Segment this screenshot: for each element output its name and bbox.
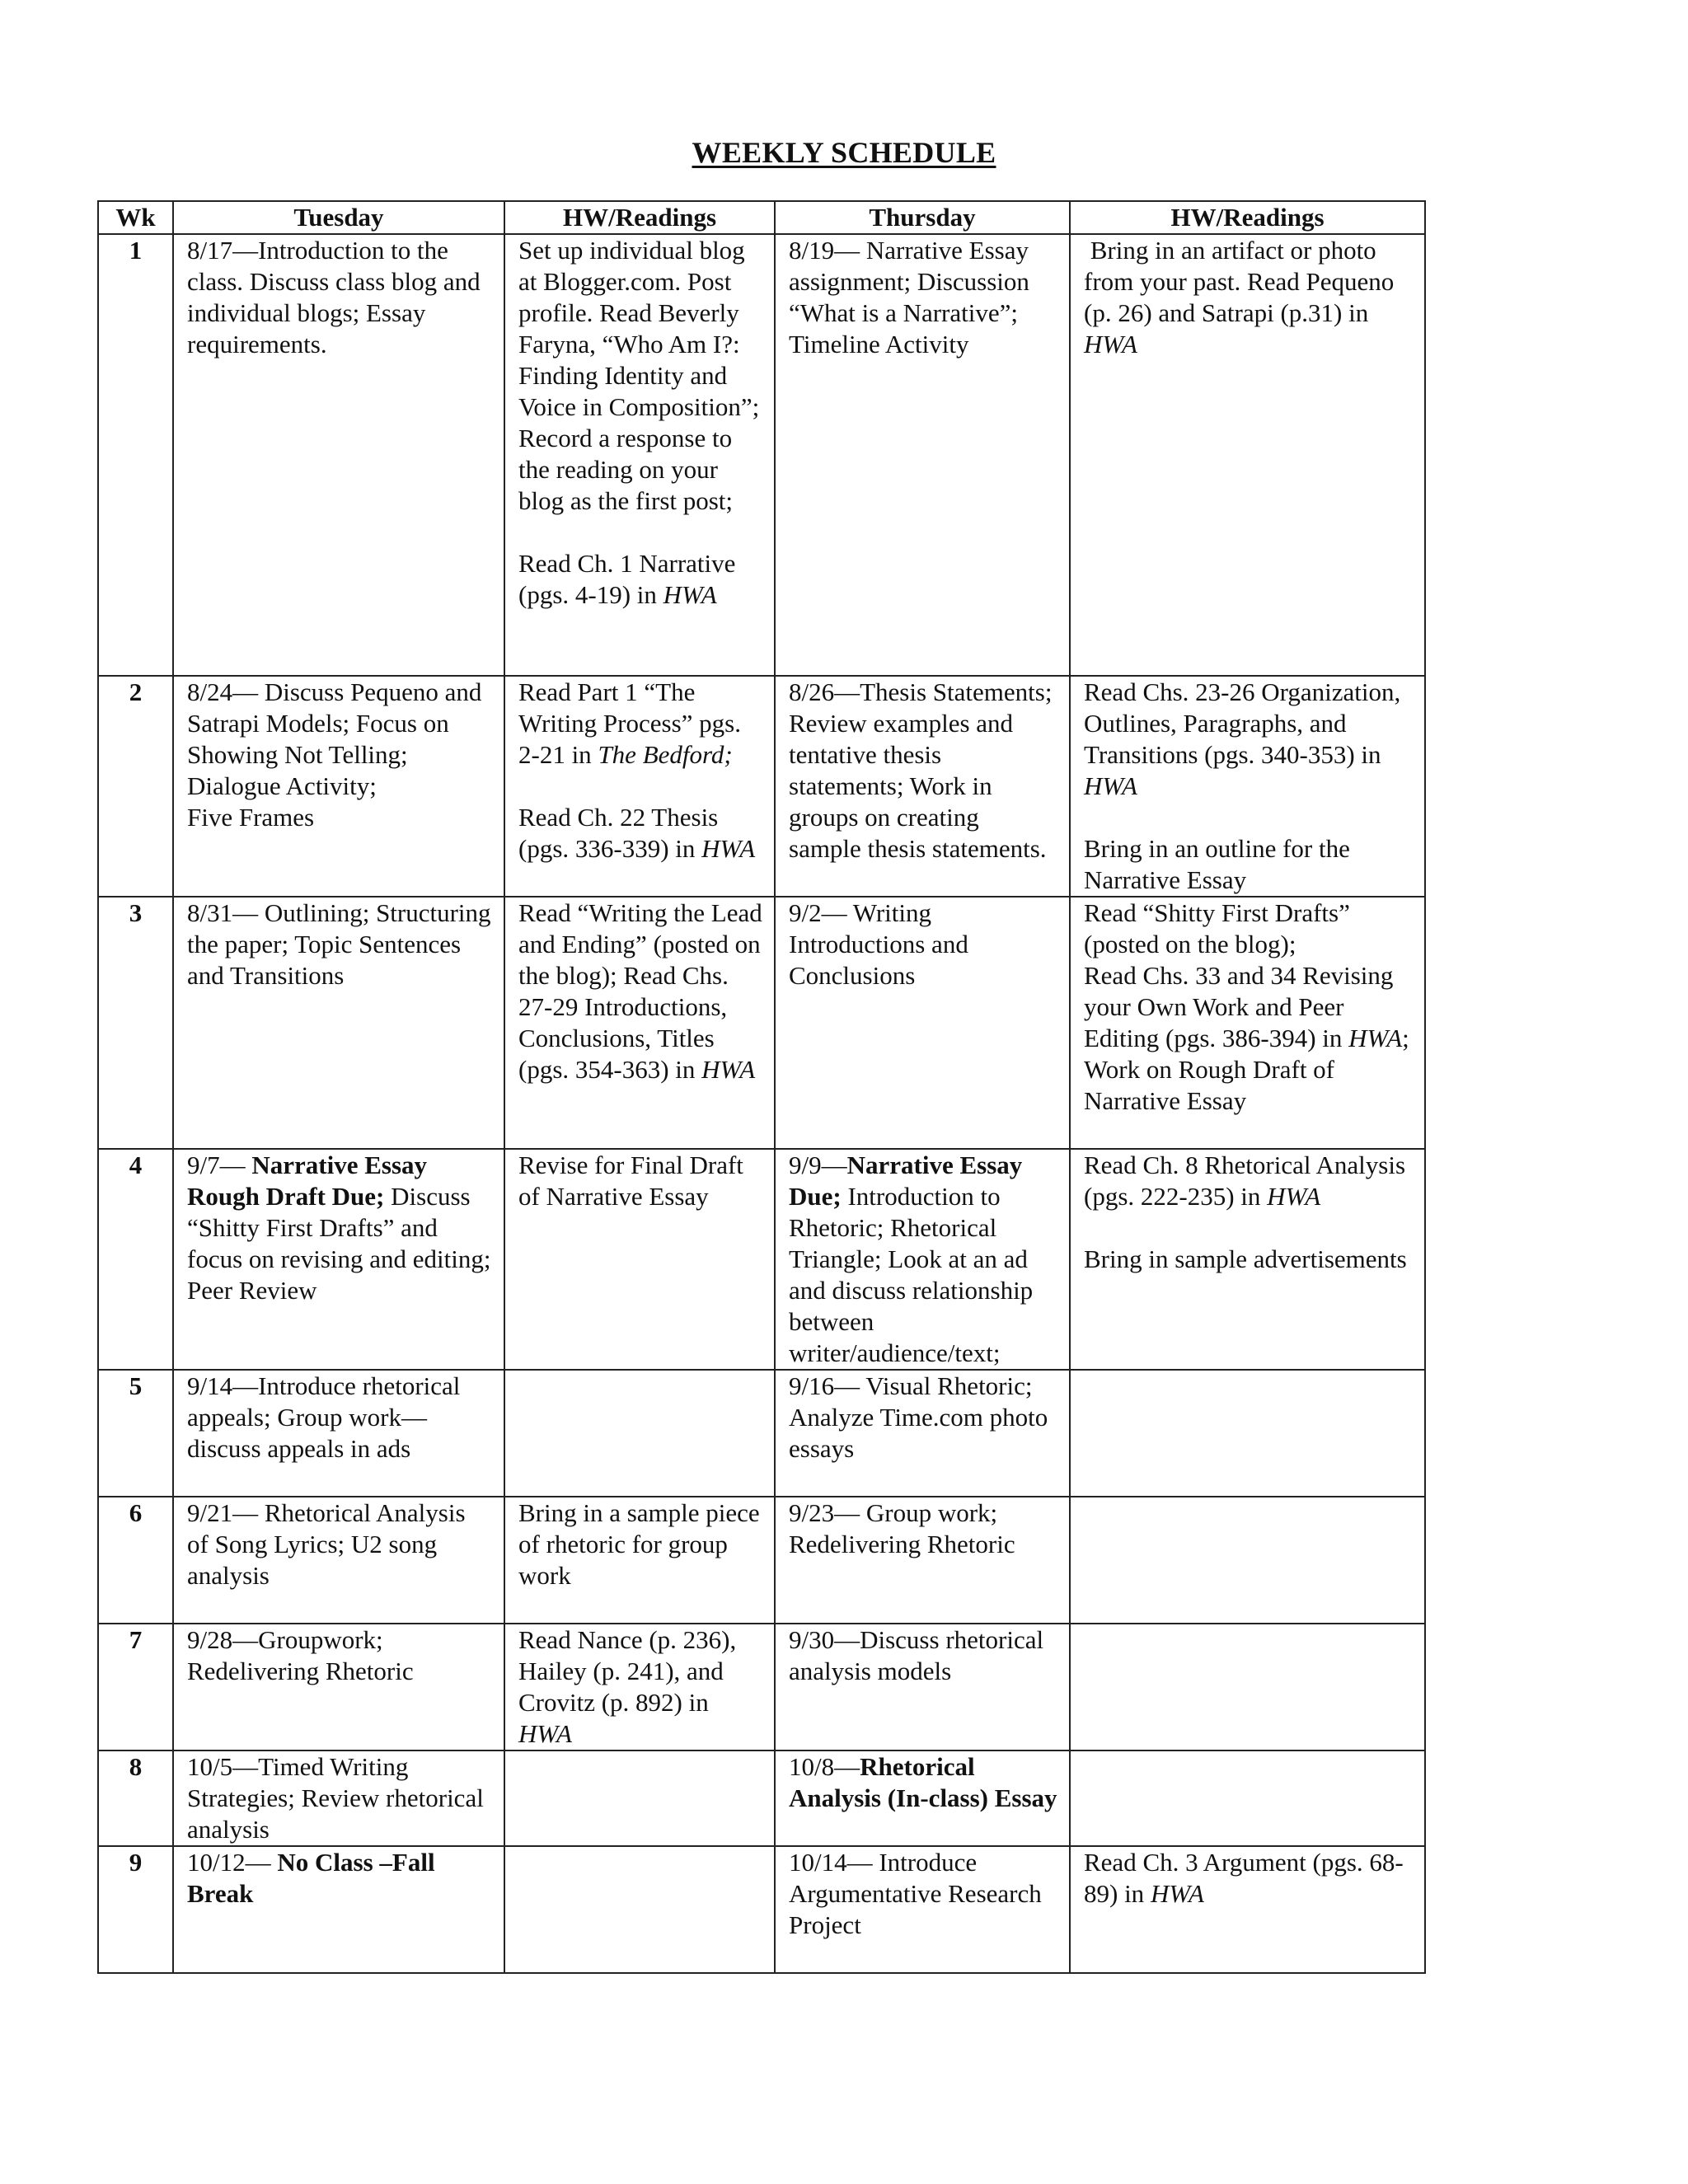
book-title: The Bedford;	[598, 740, 733, 769]
table-row	[98, 897, 1425, 1149]
cell-text: Discuss “Shitty First Drafts” and focus on revising and editing; Peer Review	[187, 1182, 491, 1305]
cell-text: Read Chs. 23-26 Organization, Outlines, Paragraphs, and Transitions (pgs. 340-353) in	[1084, 677, 1401, 769]
tuesday-cell: 9/14—Introduce rhetorical appeals; Group work—discuss appeals in ads	[173, 1370, 504, 1497]
week-number: 4	[98, 1149, 173, 1370]
cell-text: Read Chs. 33 and 34 Revising your Own Work and Peer Editing (pgs. 386-394) in	[1084, 961, 1394, 1052]
table-row	[98, 676, 1425, 897]
table-row	[98, 1149, 1425, 1370]
cell-text: 10/8—	[789, 1752, 860, 1781]
cell-text: Read Nance (p. 236), Hailey (p. 241), and Crovitz (p. 892) in	[518, 1625, 737, 1717]
header-thursday: Thursday	[775, 201, 1070, 234]
hw-readings-thursday-cell	[1070, 1370, 1425, 1497]
book-title: HWA	[1267, 1182, 1321, 1211]
header-hw-readings-tuesday: HW/Readings	[504, 201, 775, 234]
table-row	[98, 1624, 1425, 1750]
hw-readings-tuesday-cell: Revise for Final Draft of Narrative Essay	[504, 1149, 775, 1370]
thursday-cell: 8/26—Thesis Statements; Review examples and tentative thesis statements; Work in groups on creating sample thesis statements.	[775, 676, 1070, 897]
hw-readings-tuesday-cell	[504, 234, 775, 676]
cell-text: Five Frames	[187, 803, 315, 832]
page-title: WEEKLY SCHEDULE	[692, 136, 996, 169]
hw-readings-thursday-cell	[1070, 1149, 1425, 1370]
book-title: HWA	[1084, 771, 1137, 800]
book-title: HWA	[663, 580, 717, 609]
weekly-schedule-table	[97, 200, 1426, 1974]
hw-readings-thursday-cell	[1070, 897, 1425, 1149]
due-notice: Rhetorical Analysis (In-class) Essay	[789, 1752, 1057, 1812]
cell-text: Bring in an outline for the Narrative Essay	[1084, 834, 1350, 894]
tuesday-cell: 8/31— Outlining; Structuring the paper; Topic Sentences and Transitions	[173, 897, 504, 1149]
hw-readings-tuesday-cell	[504, 676, 775, 897]
week-number: 6	[98, 1497, 173, 1624]
hw-readings-thursday-cell	[1070, 1624, 1425, 1750]
cell-text: Introduction to Rhetoric; Rhetorical Triangle; Look at an ad and discuss relationship between writer/audience/text;	[789, 1182, 1034, 1367]
tuesday-cell: 10/5—Timed Writing Strategies; Review rhetorical analysis	[173, 1750, 504, 1846]
cell-text: Read “Shitty First Drafts” (posted on the blog);	[1084, 898, 1350, 958]
hw-readings-tuesday-cell	[504, 1750, 775, 1846]
cell-text: Read Ch. 3 Argument (pgs. 68-89) in	[1084, 1848, 1404, 1908]
week-number: 2	[98, 676, 173, 897]
tuesday-cell	[173, 1149, 504, 1370]
tuesday-cell	[173, 1846, 504, 1973]
cell-text: Set up individual blog at Blogger.com. Post profile. Read Beverly Faryna, “Who Am I?: Finding Identity and Voice in Composition”; Record a response to the reading on your blog as the first post;	[518, 236, 760, 515]
cell-text: Bring in an artifact or photo from your past. Read Pequeno (p. 26) and Satrapi (p.31) in	[1084, 236, 1400, 327]
hw-readings-thursday-cell	[1070, 234, 1425, 676]
table-row	[98, 234, 1425, 676]
thursday-cell	[775, 1750, 1070, 1846]
thursday-cell: 8/19— Narrative Essay assignment; Discussion “What is a Narrative”; Timeline Activity	[775, 234, 1070, 676]
cell-text: Bring in sample advertisements	[1084, 1244, 1407, 1273]
hw-readings-tuesday-cell: Bring in a sample piece of rhetoric for group work	[504, 1497, 775, 1624]
tuesday-cell	[173, 676, 504, 897]
thursday-cell	[775, 1149, 1070, 1370]
header-hw-readings-thursday: HW/Readings	[1070, 201, 1425, 234]
tuesday-cell: 9/21— Rhetorical Analysis of Song Lyrics; U2 song analysis	[173, 1497, 504, 1624]
cell-text: 10/12—	[187, 1848, 278, 1877]
table-row	[98, 1497, 1425, 1624]
table-row	[98, 1750, 1425, 1846]
week-number: 1	[98, 234, 173, 676]
week-number: 9	[98, 1846, 173, 1973]
book-title: HWA	[1150, 1879, 1204, 1908]
due-notice: Narrative Essay Rough Draft Due;	[187, 1151, 428, 1211]
week-number: 5	[98, 1370, 173, 1497]
cell-text: Read “Writing the Lead and Ending” (posted on the blog); Read Chs. 27-29 Introductions, Conclusions, Titles (pgs. 354-363) in	[518, 898, 762, 1084]
cell-text: Read Ch. 22 Thesis (pgs. 336-339) in	[518, 803, 719, 863]
header-row	[98, 201, 1425, 234]
week-number: 3	[98, 897, 173, 1149]
cell-text: 9/7—	[187, 1151, 252, 1179]
hw-readings-tuesday-cell	[504, 1370, 775, 1497]
cell-text: 9/9—	[789, 1151, 847, 1179]
book-title: HWA	[1084, 330, 1137, 359]
tuesday-cell: 8/17—Introduction to the class. Discuss class blog and individual blogs; Essay requirements.	[173, 234, 504, 676]
table-row	[98, 1846, 1425, 1973]
thursday-cell: 9/30—Discuss rhetorical analysis models	[775, 1624, 1070, 1750]
tuesday-cell: 9/28—Groupwork; Redelivering Rhetoric	[173, 1624, 504, 1750]
header-tuesday: Tuesday	[173, 201, 504, 234]
week-number: 8	[98, 1750, 173, 1846]
header-wk: Wk	[98, 201, 173, 234]
book-title: HWA	[518, 1719, 572, 1748]
table-row	[98, 1370, 1425, 1497]
cell-text: ; Work on Rough Draft of Narrative Essay	[1084, 1024, 1409, 1115]
thursday-cell: 9/2— Writing Introductions and Conclusions	[775, 897, 1070, 1149]
book-title: HWA	[1348, 1024, 1403, 1052]
hw-readings-thursday-cell	[1070, 1750, 1425, 1846]
cell-text: Read Ch. 1 Narrative (pgs. 4-19) in	[518, 549, 736, 609]
hw-readings-thursday-cell	[1070, 1846, 1425, 1973]
due-notice: Narrative Essay Due;	[789, 1151, 1023, 1211]
thursday-cell: 9/23— Group work; Redelivering Rhetoric	[775, 1497, 1070, 1624]
cell-text: 8/24— Discuss Pequeno and Satrapi Models; Focus on Showing Not Telling; Dialogue Activity;	[187, 677, 482, 800]
thursday-cell: 10/14— Introduce Argumentative Research Project	[775, 1846, 1070, 1973]
hw-readings-tuesday-cell	[504, 897, 775, 1149]
cell-text: Read Ch. 8 Rhetorical Analysis (pgs. 222-235) in	[1084, 1151, 1406, 1211]
thursday-cell: 9/16— Visual Rhetoric; Analyze Time.com photo essays	[775, 1370, 1070, 1497]
break-notice: No Class –Fall Break	[187, 1848, 435, 1908]
hw-readings-thursday-cell	[1070, 1497, 1425, 1624]
hw-readings-thursday-cell	[1070, 676, 1425, 897]
week-number: 7	[98, 1624, 173, 1750]
hw-readings-tuesday-cell	[504, 1624, 775, 1750]
hw-readings-tuesday-cell	[504, 1846, 775, 1973]
cell-text: Read Part 1 “The Writing Process” pgs. 2-21 in	[518, 677, 741, 769]
book-title: HWA	[701, 834, 756, 863]
book-title: HWA	[701, 1055, 756, 1084]
